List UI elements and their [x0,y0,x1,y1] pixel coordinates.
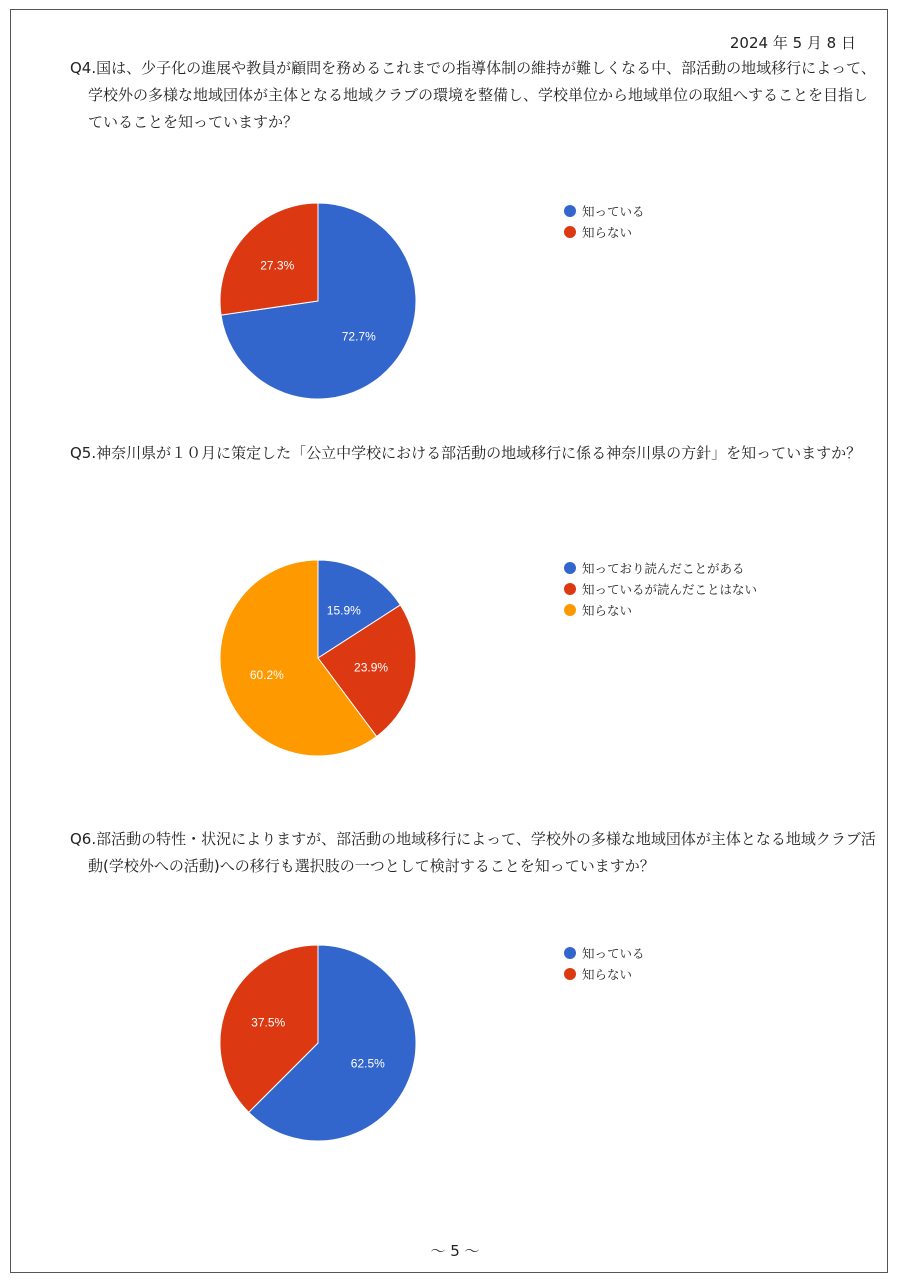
legend-swatch [564,968,576,980]
legend-swatch [564,562,576,574]
pie-slice-label: 60.2% [249,667,284,682]
pie-slice-label: 62.5% [350,1056,385,1071]
legend-label: 知らない [582,224,633,240]
pie-chart-q4 [210,200,810,415]
legend-swatch [564,205,576,217]
pie-svg [210,942,430,1157]
legend-item [564,221,645,242]
legend-swatch [564,604,576,616]
pie-chart-q6 [210,942,810,1157]
legend-label: 知っており読んだことがある [582,560,745,576]
page-number: ～ 5 ～ [430,1242,480,1260]
pie-chart-q5 [210,557,810,772]
legend-label: 知らない [582,966,633,982]
legend-item [564,942,645,963]
legend-label: 知っている [582,203,645,219]
legend-label: 知っているが読んだことはない [582,581,758,597]
legend-swatch [564,226,576,238]
question-q4: Q4.国は、少子化の進展や教員が顧問を務めるこれまでの指導体制の維持が難しくなる中、部活動の地域移行によって、学校外の多様な地域団体が主体となる地域クラブの環境を整備し、学校単位から地域単位の取組へすることを目指していることを知っていますか？ [70,59,876,131]
legend [564,557,757,620]
pie-slice-label: 23.9% [354,660,389,675]
pie-slice-label: 15.9% [326,603,361,618]
legend-swatch [564,947,576,959]
pie-slice-label: 37.5% [251,1015,286,1030]
legend-label: 知っている [582,945,645,961]
date: 2024 年 5 月 8 日 [729,34,856,52]
legend-label: 知らない [582,602,633,618]
legend [564,200,645,242]
legend-item [564,599,757,620]
legend-item [564,200,645,221]
legend [564,942,645,984]
question-q5: Q5.神奈川県が１０月に策定した「公立中学校における部活動の地域移行に係る神奈川県の方針」を知っていますか？ [70,444,862,462]
pie-slice-label: 27.3% [260,258,295,273]
pie-svg [210,557,430,772]
legend-swatch [564,583,576,595]
legend-item [564,557,757,578]
legend-item [564,578,757,599]
pie-svg [210,200,430,415]
legend-item [564,963,645,984]
pie-slice-label: 72.7% [341,329,376,344]
question-q6: Q6.部活動の特性・状況によりますが、部活動の地域移行によって、学校外の多様な地域団体が主体となる地域クラブ活動(学校外への活動)への移行も選択肢の一つとして検討することを知っていますか？ [70,830,876,875]
